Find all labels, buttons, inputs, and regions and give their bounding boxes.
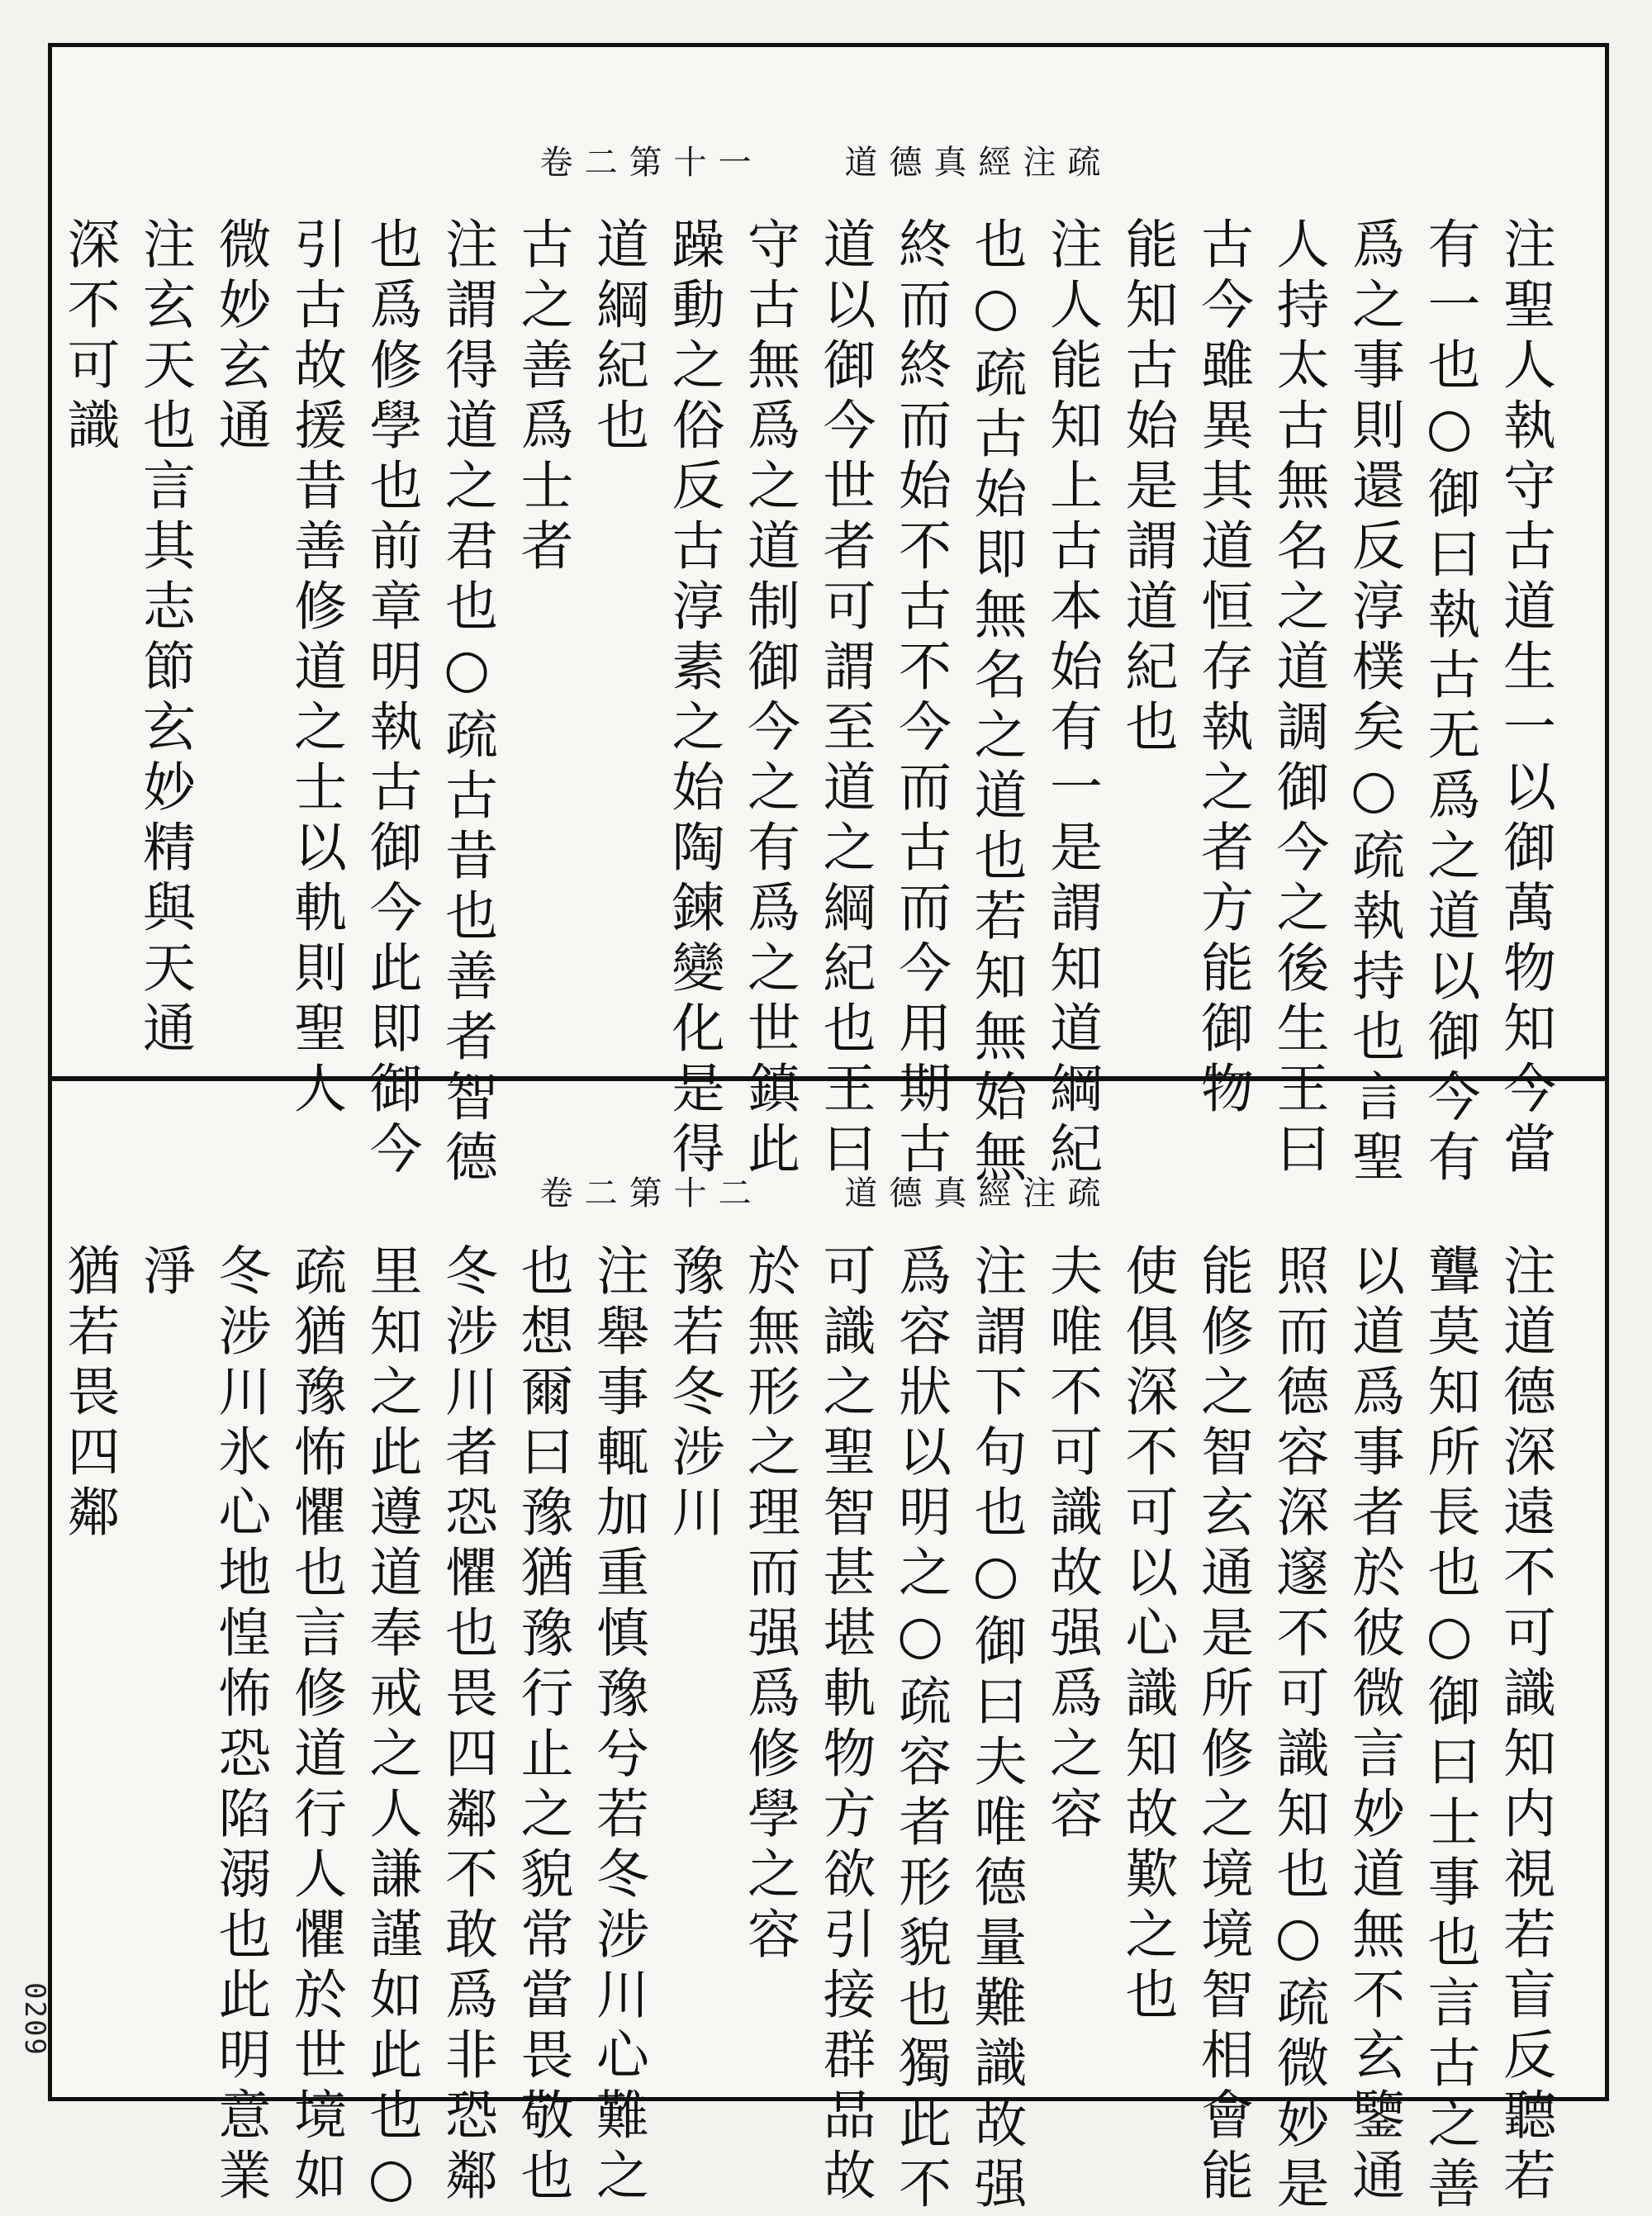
top-text-column: 深不可識 (58, 216, 120, 458)
top-text-column: 有一也○御曰執古无爲之道以御今有 (1418, 216, 1480, 1189)
top-running-header (0, 136, 1652, 183)
bottom-text-column: 猶若畏四鄰 (58, 1243, 120, 1545)
bottom-text-column: 使俱深不可以心識知故歎之也 (1116, 1243, 1178, 2027)
bottom-text-column: 豫若冬涉川 (662, 1243, 724, 1545)
bottom-text-column: 照而德容深邃不可識知也○疏微妙是 (1267, 1243, 1329, 2216)
top-text-column: 古之善爲士者 (511, 216, 573, 578)
top-text-column: 注人能知上古本始有一是謂知道綱紀 (1041, 216, 1102, 1181)
top-text-column: 也○疏古始即無名之道也若知無始無 (965, 216, 1027, 1189)
top-text-column: 微妙玄通 (209, 216, 271, 458)
bottom-text-column: 冬涉川氷心地惶怖恐陷溺也此明意業 (209, 1243, 271, 2208)
top-text-column: 注謂得道之君也○疏古昔也善者智德 (436, 216, 497, 1189)
bottom-text-column: 冬涉川者恐懼也畏四鄰不敢爲非恐鄰 (436, 1243, 497, 2208)
top-text-column: 能知古始是謂道紀也 (1116, 216, 1178, 759)
bottom-header-title: 道德真經注疏 (844, 1174, 1113, 1212)
bottom-text-column: 注謂下句也○御曰夫唯德量難識故强 (965, 1243, 1027, 2216)
bottom-text-column: 可識之聖智甚堪軌物方欲引接群品故 (814, 1243, 876, 2208)
bottom-text-column: 里知之此遵道奉戒之人謙謹如此也○ (360, 1243, 422, 2216)
bottom-text-column: 於無形之理而强爲修學之容 (738, 1243, 800, 1967)
top-text-column: 引古故援昔善修道之士以軌則聖人 (285, 216, 346, 1121)
bottom-text-column: 疏猶豫怖懼也言修道行人懼於世境如 (285, 1243, 346, 2208)
top-header-volume: 卷二第十一 (539, 144, 763, 182)
top-text-column: 守古無爲之道制御今之有爲之世鎮此 (738, 216, 800, 1181)
top-text-column: 古今雖異其道恒存執之者方能御物 (1192, 216, 1253, 1121)
bottom-text-column: 淨 (134, 1243, 195, 1303)
top-text-column: 注玄天也言其志節玄妙精與天通 (134, 216, 195, 1061)
page-number: 0209 (18, 1982, 51, 2057)
bottom-text-column: 夫唯不可識故强爲之容 (1041, 1243, 1102, 1846)
bottom-text-column: 注道德深遠不可識知内視若盲反聽若 (1494, 1243, 1555, 2208)
bottom-text-column: 爲容狀以明之○疏容者形貌也獨此不 (890, 1243, 951, 2216)
top-text-column: 注聖人執守古道生一以御萬物知今當 (1494, 216, 1555, 1181)
bottom-text-column: 聾莫知所長也○御曰士事也言古之善 (1418, 1243, 1480, 2216)
top-text-column: 躁動之俗反古淳素之始陶鍊變化是得 (662, 216, 724, 1181)
bottom-text-column: 注舉事輒加重慎豫兮若冬涉川心難之 (587, 1243, 648, 2208)
bottom-text-column: 以道爲事者於彼微言妙道無不玄鑒通 (1343, 1243, 1404, 2208)
top-text-column: 也爲修學也前章明執古御今此即御今 (360, 216, 422, 1181)
bottom-header-volume: 卷二第十二 (539, 1174, 763, 1212)
bottom-text-column: 也想爾曰豫猶豫行止之貌常當畏敬也 (511, 1243, 573, 2208)
top-text-column: 終而終而始不古不今而古而今用期古 (890, 216, 951, 1181)
top-text-column: 道綱紀也 (587, 216, 648, 458)
bottom-text-column: 能修之智玄通是所修之境境智相會能 (1192, 1243, 1253, 2208)
top-header-title: 道德真經注疏 (844, 144, 1113, 182)
top-text-column: 道以御今世者可謂至道之綱紀也王曰 (814, 216, 876, 1181)
top-text-column: 爲之事則還反淳樸矣○疏執持也言聖 (1343, 216, 1404, 1189)
top-text-column: 人持太古無名之道調御今之後生王曰 (1267, 216, 1329, 1181)
